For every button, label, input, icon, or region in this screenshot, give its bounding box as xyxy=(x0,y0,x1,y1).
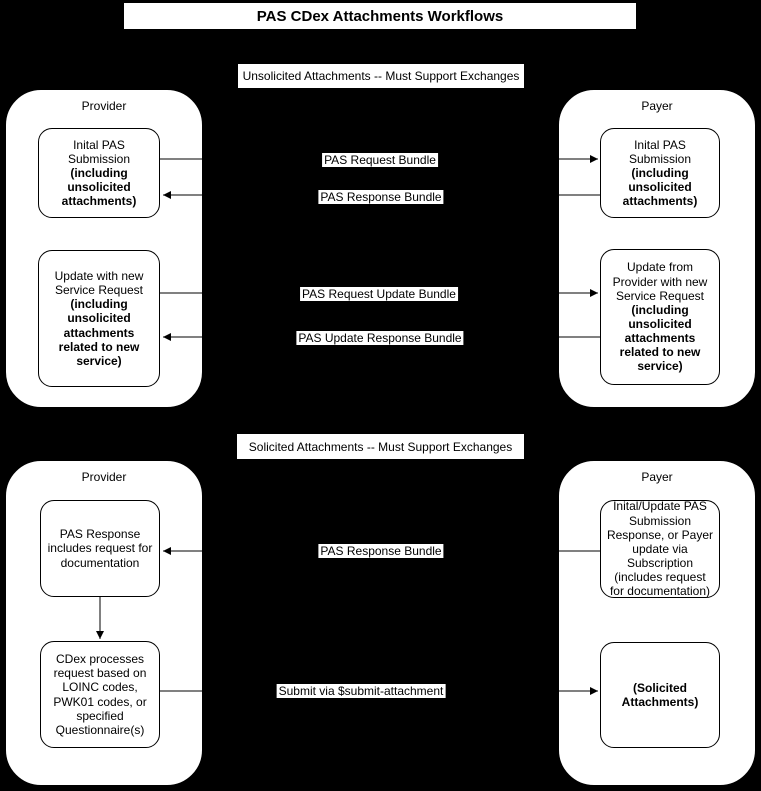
node-provider-update-service-request xyxy=(38,250,160,387)
node-text: CDex processes request based on LOINC codes, PWK01 codes, or specified Questionnaire(s) xyxy=(53,652,147,737)
message-label-pas-response-bundle-solicited: PAS Response Bundle xyxy=(320,544,442,558)
message-label-pas-update-response-bundle: PAS Update Response Bundle xyxy=(298,331,462,345)
message-label-submit-via-submit-attachment: Submit via $submit-attachment xyxy=(278,684,444,698)
node-provider-cdex-processes-request xyxy=(40,641,160,748)
node-provider-pas-response-request-doc xyxy=(40,500,160,597)
node-text-bold: (including unsolicited attachments) xyxy=(61,165,137,209)
node-provider-initial-pas-submission xyxy=(38,128,160,218)
section-header-solicited: Solicited Attachments -- Must Support Exchanges xyxy=(236,433,525,460)
provider-label: Provider xyxy=(81,99,127,113)
section-header-unsolicited: Unsolicited Attachments -- Must Support Exchanges xyxy=(237,63,525,89)
diagram-title: PAS CDex Attachments Workflows xyxy=(123,2,637,30)
node-payer-update-from-provider xyxy=(600,249,720,385)
node-text: Inital/Update PAS Submission Response, or Payer update via Subscription (includes request for documentation) xyxy=(606,499,714,599)
payer-label: Payer xyxy=(641,99,673,113)
node-text: Update with new Service Request xyxy=(54,268,144,298)
message-label-pas-request-bundle: PAS Request Bundle xyxy=(324,153,436,167)
node-text-bold: (including unsolicited attachments) xyxy=(622,165,698,209)
node-payer-initial-pas-submission xyxy=(600,128,720,218)
node-text: Inital PAS Submission xyxy=(628,137,692,166)
node-payer-solicited-attachments xyxy=(600,642,720,748)
node-text: PAS Response includes request for documentation xyxy=(47,527,153,570)
node-text-bold: (including unsolicited attachments related to new service) xyxy=(619,302,701,374)
node-text: Inital PAS Submission xyxy=(67,137,131,166)
message-label-pas-request-update-bundle: PAS Request Update Bundle xyxy=(302,287,456,301)
node-text: Update from Provider with new Service Request xyxy=(612,260,708,303)
message-label-pas-response-bundle: PAS Response Bundle xyxy=(320,190,442,204)
payer-label: Payer xyxy=(641,470,673,484)
node-payer-initial-update-submission-response xyxy=(600,500,720,598)
node-text-bold: (Solicited Attachments) xyxy=(621,680,699,709)
node-text-bold: (including unsolicited attachments related to new service) xyxy=(58,297,140,368)
provider-label: Provider xyxy=(81,470,127,484)
